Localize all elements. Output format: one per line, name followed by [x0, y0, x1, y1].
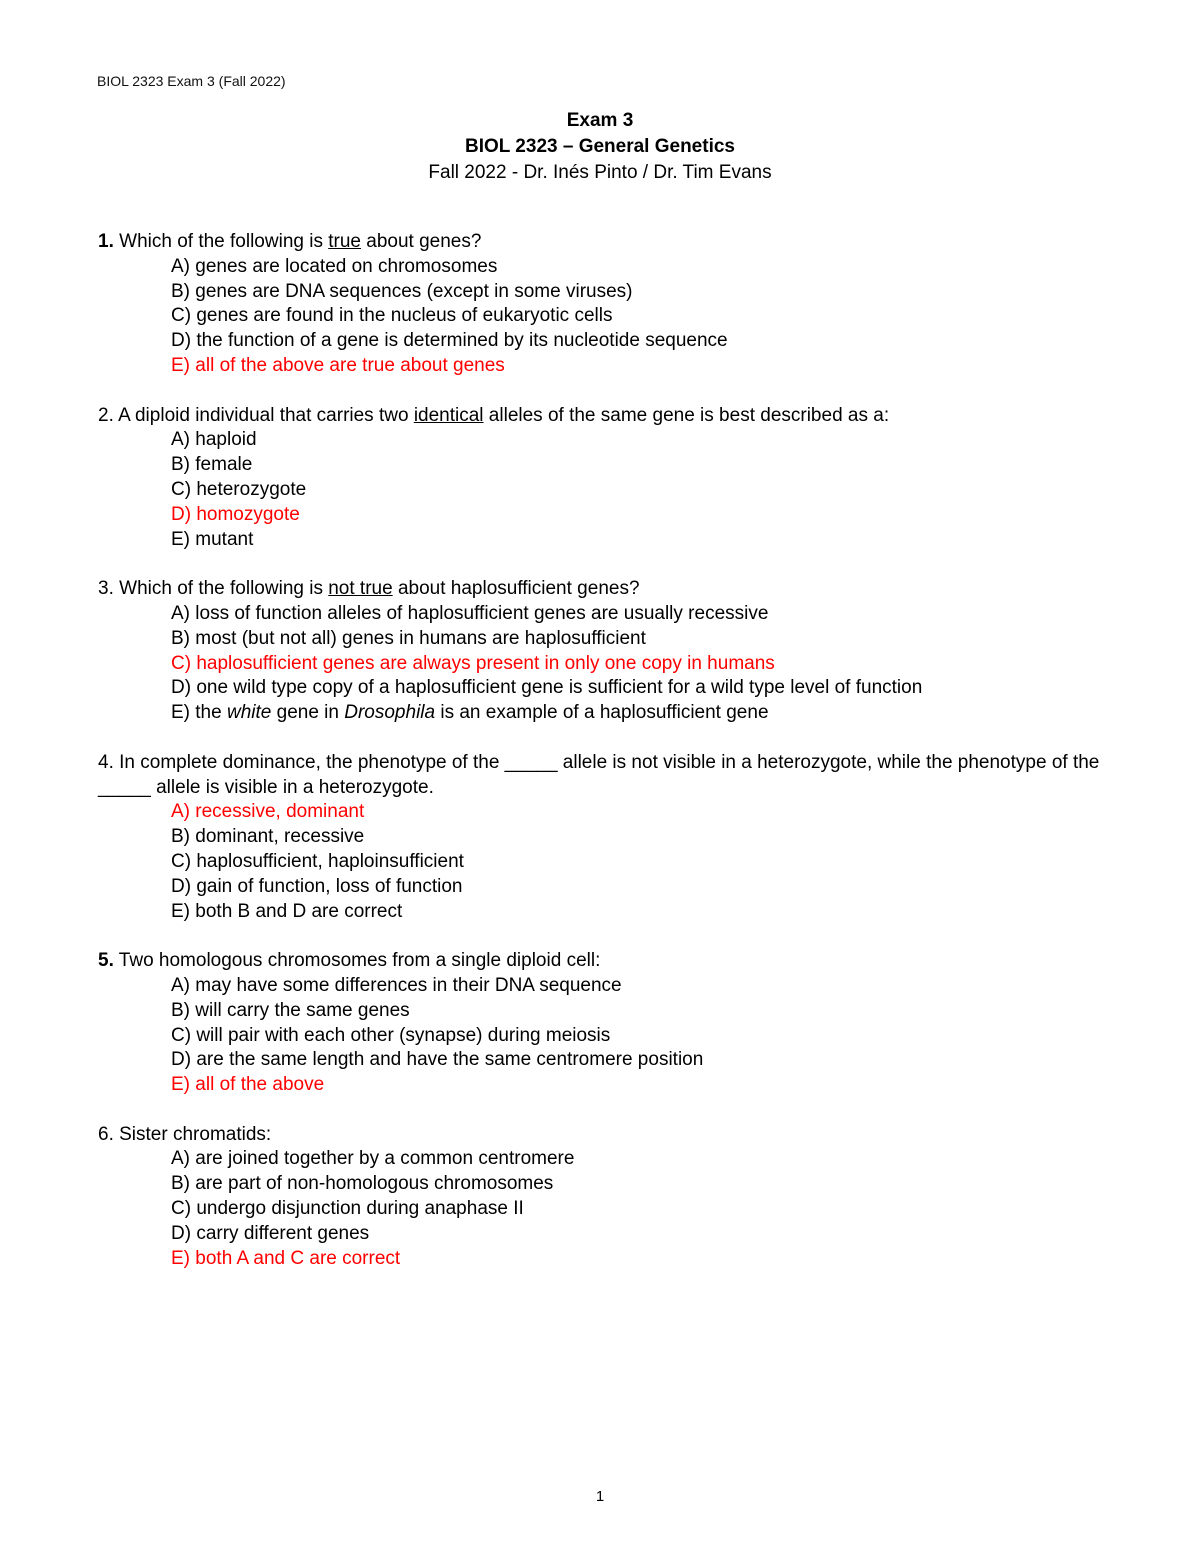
- question-number: 6.: [98, 1123, 114, 1145]
- question-stem: [98, 751, 1108, 801]
- stem-text: about genes?: [360, 231, 482, 252]
- option-c: C) haplosufficient, haploinsufficient: [171, 850, 464, 872]
- title-block: [0, 108, 1200, 186]
- option-b: B) dominant, recessive: [171, 826, 365, 848]
- option-b: B) female: [171, 454, 253, 476]
- question-4: [98, 751, 1108, 925]
- option-d: D) carry different genes: [171, 1222, 370, 1244]
- stem-text: In complete dominance, the phenotype of the _____ allele is not visible in a heterozygote, while the phenotype of the _____ allele is visible in a heterozygote.: [98, 751, 1100, 798]
- question-stem: [98, 1123, 1108, 1148]
- option-e: E) both B and D are correct: [171, 900, 403, 922]
- option-b: B) are part of non-homologous chromosomes: [171, 1173, 554, 1195]
- option-b: B) genes are DNA sequences (except in some viruses): [171, 280, 633, 302]
- question-number: 2.: [98, 404, 114, 426]
- question-stem: [98, 577, 1108, 602]
- question-3: [98, 577, 1108, 726]
- option-a: A) genes are located on chromosomes: [171, 255, 498, 277]
- option-text: is an example of a haplosufficient gene: [435, 702, 769, 724]
- gene-name: white: [226, 702, 272, 724]
- stem-emphasis: not true: [328, 578, 393, 600]
- stem-text: about haplosufficient genes?: [392, 578, 640, 600]
- answer-options: [98, 428, 1108, 552]
- term-instructors: Fall 2022 - Dr. Inés Pinto / Dr. Tim Evans: [428, 162, 772, 183]
- option-c: C) undergo disjunction during anaphase II: [171, 1198, 524, 1220]
- stem-text: Which of the following is: [113, 231, 329, 252]
- option-d-correct: D) homozygote: [171, 503, 300, 525]
- answer-options: [98, 974, 1108, 1098]
- option-d: D) the function of a gene is determined by its nucleotide sequence: [171, 330, 728, 352]
- option-a-correct: A) recessive, dominant: [171, 801, 365, 823]
- option-c: C) heterozygote: [171, 478, 307, 500]
- option-text: gene in: [271, 702, 345, 724]
- answer-options: [98, 1147, 1108, 1271]
- question-stem: [98, 404, 1108, 429]
- option-e-correct: E) both A and C are correct: [171, 1247, 401, 1269]
- organism-name: Drosophila: [344, 702, 436, 724]
- question-number: 1.: [98, 231, 114, 252]
- answer-options: [98, 255, 1108, 379]
- stem-text: A diploid individual that carries two: [113, 404, 414, 426]
- answer-options: [98, 602, 1108, 726]
- question-number: 5.: [98, 950, 114, 972]
- stem-text: alleles of the same gene is best described as a:: [483, 404, 890, 426]
- stem-text: Which of the following is: [113, 578, 329, 600]
- option-c-correct: C) haplosufficient genes are always present in only one copy in humans: [171, 652, 775, 674]
- option-b: B) most (but not all) genes in humans are haplosufficient: [171, 627, 646, 649]
- question-6: [98, 1123, 1108, 1272]
- stem-text: Sister chromatids:: [113, 1123, 272, 1145]
- answer-options: [98, 800, 1108, 924]
- stem-emphasis: true: [328, 231, 361, 252]
- option-a: A) may have some differences in their DNA sequence: [171, 974, 622, 996]
- option-a: A) are joined together by a common centromere: [171, 1148, 575, 1170]
- option-e-correct: E) all of the above: [171, 1074, 325, 1096]
- question-2: [98, 404, 1108, 553]
- course-title: BIOL 2323 – General Genetics: [464, 136, 735, 157]
- page-number: 1: [595, 1488, 605, 1505]
- exam-title: Exam 3: [566, 110, 634, 131]
- option-e-correct: E) all of the above are true about genes: [171, 354, 505, 376]
- stem-emphasis: identical: [413, 404, 484, 426]
- option-d: D) gain of function, loss of function: [171, 875, 463, 897]
- option-c: C) will pair with each other (synapse) during meiosis: [171, 1024, 611, 1046]
- question-number: 3.: [98, 578, 114, 600]
- option-a: A) haploid: [171, 429, 257, 451]
- question-stem: [98, 230, 1108, 255]
- question-1: [98, 230, 1108, 379]
- option-e: [171, 701, 1108, 726]
- question-list: [98, 230, 1108, 1296]
- option-text: E) the: [171, 702, 227, 724]
- stem-text: Two homologous chromosomes from a single diploid cell:: [113, 950, 601, 972]
- option-d: D) one wild type copy of a haplosufficient gene is sufficient for a wild type level of function: [171, 677, 923, 699]
- question-5: [98, 949, 1108, 1098]
- option-b: B) will carry the same genes: [171, 999, 410, 1021]
- option-a: A) loss of function alleles of haplosufficient genes are usually recessive: [171, 602, 769, 624]
- question-number: 4.: [98, 751, 114, 773]
- option-d: D) are the same length and have the same centromere position: [171, 1049, 704, 1071]
- option-e: E) mutant: [171, 528, 254, 550]
- option-c: C) genes are found in the nucleus of eukaryotic cells: [171, 305, 613, 327]
- question-stem: [98, 949, 1108, 974]
- running-header: BIOL 2323 Exam 3 (Fall 2022): [97, 73, 286, 89]
